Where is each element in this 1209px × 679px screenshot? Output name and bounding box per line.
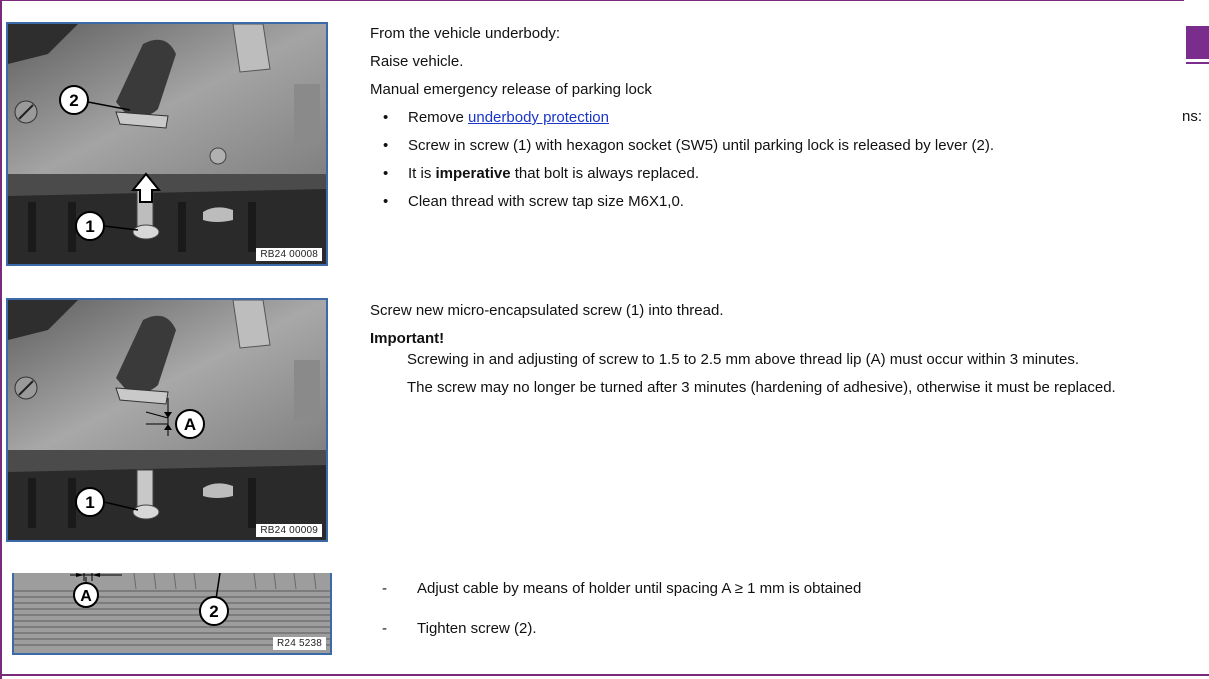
callout-a-text: A — [183, 415, 197, 434]
figure-id-label: R24 5238 — [273, 637, 326, 650]
side-divider — [1186, 62, 1209, 64]
page-top-border — [0, 0, 1184, 1]
callout-a-text: A — [80, 588, 92, 605]
remove-prefix: Remove — [408, 109, 469, 126]
imperative-bold: imperative — [435, 165, 511, 182]
bullet-icon: • — [383, 137, 389, 154]
figure-screw-adjustment — [6, 298, 328, 542]
section1-raise: Raise vehicle. — [370, 53, 464, 70]
page-bottom-border — [0, 674, 1209, 676]
important-heading: Important! — [370, 330, 445, 347]
section2-intro: Screw new micro-encapsulated screw (1) into thread. — [370, 302, 724, 319]
bullet-screw-in: Screw in screw (1) with hexagon socket (SW5) until parking lock is released by lever (2). — [408, 137, 995, 154]
side-tab-marker — [1186, 26, 1209, 59]
underbody-protection-link[interactable]: underbody protection — [468, 109, 609, 126]
step-adjust-cable: Adjust cable by means of holder until spacing A ≥ 1 mm is obtained — [417, 580, 862, 597]
important-line-2: The screw may no longer be turned after 3 minutes (hardening of adhesive), otherwise it must be replaced. — [407, 379, 1116, 396]
figure-parking-lock-photo — [8, 24, 326, 264]
imperative-suffix: that bolt is always replaced. — [510, 165, 699, 182]
page-left-border — [0, 0, 2, 679]
callout-1-text: 1 — [85, 217, 95, 236]
bullet-icon: • — [383, 165, 389, 182]
step-tighten-screw: Tighten screw (2). — [417, 620, 537, 637]
figure-cable-adjustment — [12, 573, 332, 655]
figure-screw-photo — [8, 300, 326, 540]
bullet-imperative — [408, 165, 699, 183]
figure-id-label: RB24 00009 — [256, 524, 322, 537]
section1-intro: From the vehicle underbody: — [370, 25, 561, 42]
dash-marker: - — [382, 580, 387, 597]
dash-marker: - — [382, 620, 387, 637]
bullet-clean-thread: Clean thread with screw tap size M6X1,0. — [408, 193, 684, 210]
figure-parking-lock-release — [6, 22, 328, 266]
callout-1-text: 1 — [85, 493, 95, 512]
side-partial-text: ns: — [1182, 108, 1203, 125]
bullet-icon: • — [383, 109, 389, 126]
bullet-icon: • — [383, 193, 389, 210]
imperative-prefix: It is — [408, 165, 436, 182]
figure-id-label: RB24 00008 — [256, 248, 322, 261]
bullet-remove — [408, 109, 609, 127]
important-line-1: Screwing in and adjusting of screw to 1.5 to 2.5 mm above thread lip (A) must occur within 3 minutes. — [407, 351, 1079, 368]
callout-2-text: 2 — [209, 602, 219, 621]
section1-manual-release: Manual emergency release of parking lock — [370, 81, 652, 98]
callout-2-text: 2 — [69, 91, 79, 110]
